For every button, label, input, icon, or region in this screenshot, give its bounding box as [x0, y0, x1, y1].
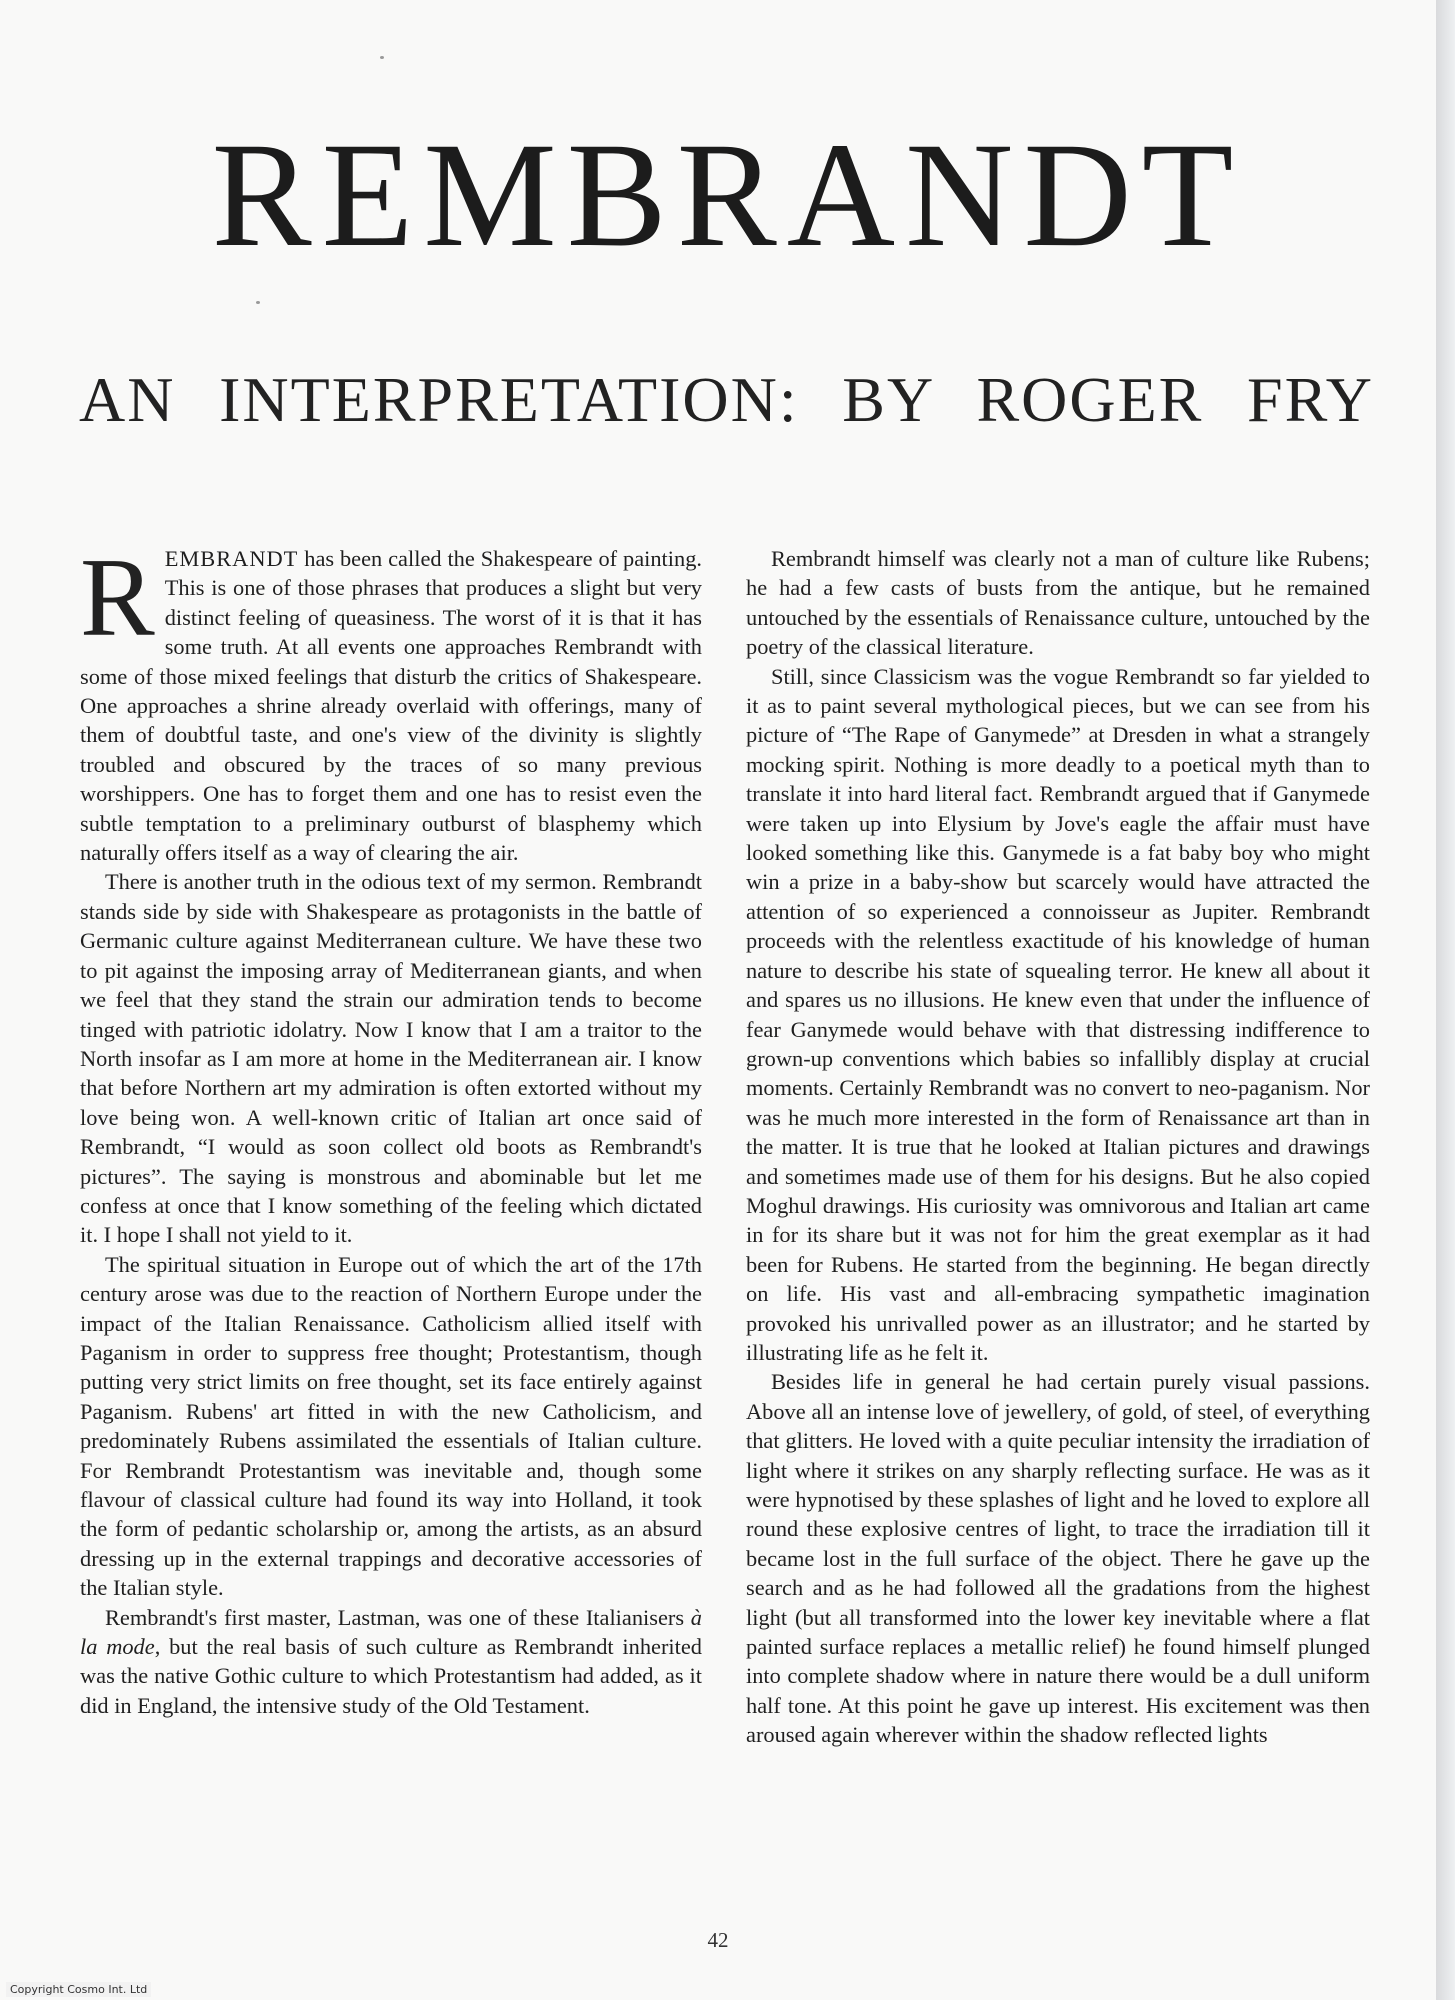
right-column: [746, 544, 1370, 1750]
page-number: 42: [707, 1928, 729, 1952]
first-word-caps: EMBRANDT: [164, 546, 299, 571]
paragraph: Rembrandt himself was clearly not a man of culture like Rubens; he had a few casts of busts from the antique, but he remained untouched by the essentials of Renaissance culture, untouched by the poetry of the classical literature.: [746, 546, 1370, 660]
article-title: REMBRANDT: [211, 112, 1244, 278]
paragraph: [80, 1603, 702, 1721]
paragraph: Still, since Classicism was the vogue Rembrandt so far yielded to it as to paint several mythological pieces, but we can see from his picture of “The Rape of Ganymede” at Dresden in what a strangely mocking spirit. Nothing is more deadly to a poetical myth than to translate it into hard literal fact. Rembrandt argued that if Ganymede were taken up into Elysium by Jove's eagle the affair must have looked something like this. Ganymede is a fat baby boy who might win a prize in a baby-show but scarcely would have attracted the attention of so experienced a connoisseur as Jupiter. Rembrandt proceeds with the relentless exactitude of his knowledge of human nature to describe his state of squealing terror. He knew all about it and spares us no illusions. He knew even that under the influence of fear Ganymede would behave with that distressing indifference to grown-up conventions which babies so infallibly display at crucial moments. Certainly Rembrandt was no convert to neo-paganism. Nor was he much more interested in the form of Renaissance art than in the matter. It is true that he looked at Italian pictures and drawings and sometimes made use of them for his designs. But he also copied Moghul drawings. His curiosity was omnivorous and Italian art came in for its share but it was not for him the great exemplar as it had been for Rubens. He started from the beginning. He began directly on life. His vast and all-embracing sympathetic imagination provoked his unrivalled power as an illustrator; and he started by illustrating life as he felt it.: [746, 663, 1370, 1365]
left-column: [80, 536, 702, 1720]
paragraph: Besides life in general he had certain purely visual passions. Above all an intense love of jewellery, of gold, of steel, of everything that glitters. He loved with a quite peculiar intensity the irradiation of light where it strikes on any sharply reflecting surface. He was as it were hypnotised by these splashes of light and he loved to explore all round these explosive centres of light, to trace the irradiation till it became lost in the full surface of the object. There he gave up the search and as he had followed all the gradations from the highest light (but all transformed into the lower key inevitable where a flat painted surface replaces a metallic relief) he found himself plunged into complete shadow where in nature there would be a dull uniform half tone. At this point he gave up interest. His excitement was then aroused again wherever within the shadow reflected lights: [746, 1369, 1370, 1748]
copyright-watermark: Copyright Cosmo Int. Ltd: [6, 1982, 151, 1997]
paragraph-text: Rembrandt's first master, Lastman, was one of these Italianisers: [105, 1604, 691, 1630]
paragraph: There is another truth in the odious text of my sermon. Rembrandt stands side by side with Shakespeare as protagonists in the battle of Germanic culture against Mediterranean culture. We have these two to pit against the imposing array of Mediterranean giants, and when we feel that they stand the strain our admiration tends to become tinged with patriotic idolatry. Now I know that I am a traitor to the North insofar as I am more at home in the Mediterranean air. I know that before Northern art my admiration is often extorted without my love being won. A well-known critic of Italian art once said of Rembrandt, “I would as soon collect old boots as Rembrandt's pictures”. The saying is monstrous and abominable but let me confess at once that I know something of the feeling which dictated it. I hope I shall not yield to it.: [80, 869, 702, 1248]
paragraph: [80, 536, 702, 867]
paper-speck: [256, 301, 260, 304]
italic-phrase: à la mode: [80, 1604, 702, 1660]
paragraph: The spiritual situation in Europe out of which the art of the 17th century arose was due to the reaction of Northern Europe under the impact of the Italian Renaissance. Catholicism allied itself with Paganism in order to suppress free thought; Protestantism, though putting very strict limits on free thought, set its face entirely against Paganism. Rubens' art fitted in with the new Catholicism, and predominately Rubens assimilated the essentials of Italian culture. For Rembrandt Protestantism was inevitable and, though some flavour of classical culture had found its way into Holland, it took the form of pedantic scholarship or, among the artists, as an absurd dressing up in the external trappings and decorative accessories of the Italian style.: [80, 1251, 702, 1601]
paragraph-text: , but the real basis of such culture as Rembrandt inherited was the native Gothic culture to which Protestantism had added, as it did in England, the intensive study of the Old Testament.: [80, 1634, 702, 1718]
drop-cap: R: [80, 536, 155, 660]
paper-speck: [380, 56, 384, 59]
paragraph-text: has been called the Shakespeare of painting. This is one of those phrases that produces a slight but very distinct feeling of queasiness. The worst of it is that it has some truth. At all events one approaches Rembrandt with some of those mixed feelings that disturb the critics of Shakespeare. One approaches a shrine already overlaid with offerings, many of them of doubtful taste, and one's view of the divinity is slightly troubled and obscured by the traces of so many previous worshippers. One has to forget them and one has to resist even the subtle temptation to a preliminary outburst of blasphemy which naturally offers itself as a way of clearing the air.: [80, 546, 702, 866]
article-subtitle: AN INTERPRETATION: BY ROGER FRY: [79, 364, 1374, 435]
page-edge-shadow: [1436, 0, 1455, 2000]
